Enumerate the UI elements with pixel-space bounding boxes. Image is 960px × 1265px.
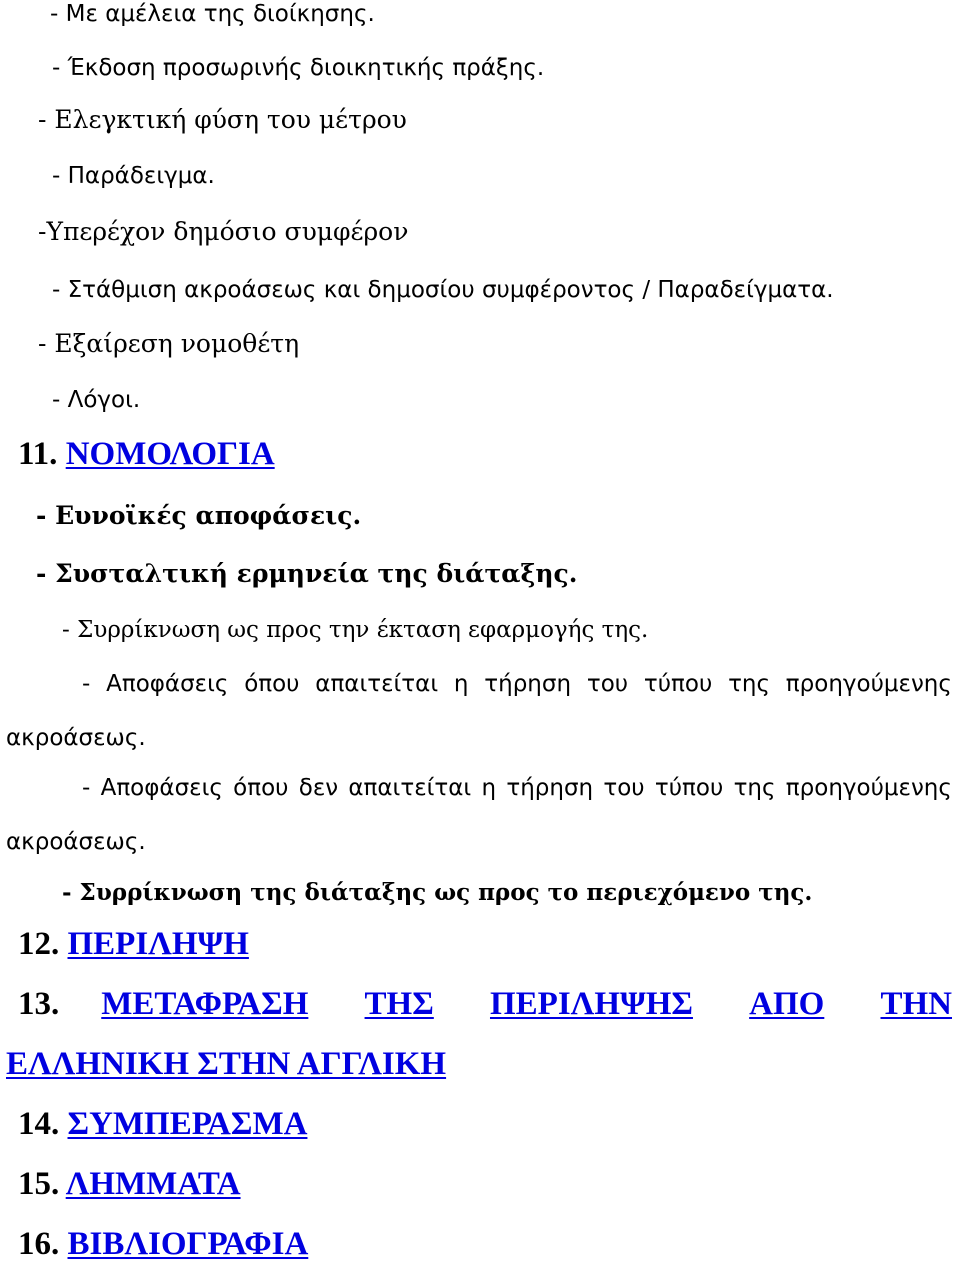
bullet-restrictive-interpretation: - Συσταλτική ερμηνεία της διάταξης.: [36, 559, 578, 588]
word: απαιτείται: [315, 671, 439, 697]
paragraph-decisions-required: [82, 672, 952, 697]
bullet-balancing: - Στάθμιση ακροάσεως και δημοσίου συμφέροντος / Παραδείγματα.: [52, 277, 834, 303]
word: η: [481, 775, 497, 801]
bullet-public-interest: -Υπερέχον δημόσιο συμφέρον: [38, 217, 409, 246]
word: δεν: [298, 775, 339, 801]
paragraph-decisions-required-cont: ακροάσεως.: [6, 725, 146, 751]
word: τύπου: [643, 671, 713, 697]
word: τήρηση: [506, 775, 594, 801]
word: ΤΗΣ: [364, 986, 434, 1022]
heading-13-link-cont[interactable]: ΕΛΛΗΝΙΚΗ ΣΤΗΝ ΑΓΓΛΙΚΗ: [6, 1046, 447, 1082]
word: ΑΠΟ: [749, 986, 825, 1022]
bullet-control-nature: - Ελεγκτική φύση του μέτρου: [38, 105, 407, 134]
heading-15-number: 15.: [18, 1166, 60, 1202]
bullet-reasons: - Λόγοι.: [52, 387, 141, 413]
bullet-favorable-decisions: - Ευνοϊκές αποφάσεις.: [36, 501, 362, 530]
heading-11-link[interactable]: ΝΟΜΟΛΟΓΙΑ: [65, 436, 275, 472]
word: η: [453, 671, 469, 697]
paragraph-decisions-not-required-cont: ακροάσεως.: [6, 829, 146, 855]
word: Αποφάσεις: [106, 671, 229, 697]
heading-11-number: 11.: [18, 436, 58, 472]
word: του: [586, 671, 629, 697]
heading-13-cont: [6, 1046, 446, 1082]
bullet-provisional-act: - Έκδοση προσωρινής διοικητικής πράξης.: [52, 55, 545, 81]
bullet-legislator-exception: - Εξαίρεση νομοθέτη: [38, 329, 300, 358]
heading-13-number: 13.: [18, 986, 60, 1022]
word: προηγούμενης: [785, 671, 952, 697]
heading-16: [18, 1226, 308, 1262]
heading-16-number: 16.: [18, 1226, 60, 1262]
heading-15: [18, 1166, 241, 1202]
word: ΤΗΝ: [880, 986, 952, 1022]
word: της: [728, 671, 770, 697]
heading-13-link[interactable]: [101, 986, 952, 1022]
heading-15-link[interactable]: ΛΗΜΜΑΤΑ: [65, 1166, 241, 1202]
heading-14-number: 14.: [18, 1106, 60, 1142]
heading-11: [18, 436, 275, 472]
bullet-scope-shrinking: - Συρρίκνωση ως προς την έκταση εφαρμογής της.: [62, 617, 649, 643]
word: τήρηση: [484, 671, 572, 697]
heading-12-number: 12.: [18, 926, 60, 962]
word: της: [733, 775, 776, 801]
bullet-negligence: - Με αμέλεια της διοίκησης.: [50, 1, 375, 27]
word: -: [82, 671, 91, 697]
heading-12: [18, 926, 249, 962]
heading-14: [18, 1106, 307, 1142]
bullet-content-shrinking: - Συρρίκνωση της διάταξης ως προς το περιεχόμενο της.: [62, 879, 813, 906]
bullet-example: - Παράδειγμα.: [52, 163, 215, 189]
word: -: [82, 775, 91, 801]
heading-16-link[interactable]: ΒΙΒΛΙΟΓΡΑΦΙΑ: [67, 1226, 309, 1262]
heading-14-link[interactable]: ΣΥΜΠΕΡΑΣΜΑ: [67, 1106, 308, 1142]
word: ΜΕΤΑΦΡΑΣΗ: [101, 986, 309, 1022]
word: ΠΕΡΙΛΗΨΗΣ: [489, 986, 693, 1022]
word: όπου: [244, 671, 300, 697]
word: απαιτείται: [348, 775, 472, 801]
paragraph-decisions-not-required: [82, 776, 952, 801]
word: του: [603, 775, 645, 801]
word: τύπου: [654, 775, 724, 801]
heading-13: [18, 986, 952, 1022]
word: όπου: [233, 775, 289, 801]
heading-12-link[interactable]: ΠΕΡΙΛΗΨΗ: [67, 926, 249, 962]
word: προηγούμενης: [785, 775, 952, 801]
word: Αποφάσεις: [100, 775, 223, 801]
